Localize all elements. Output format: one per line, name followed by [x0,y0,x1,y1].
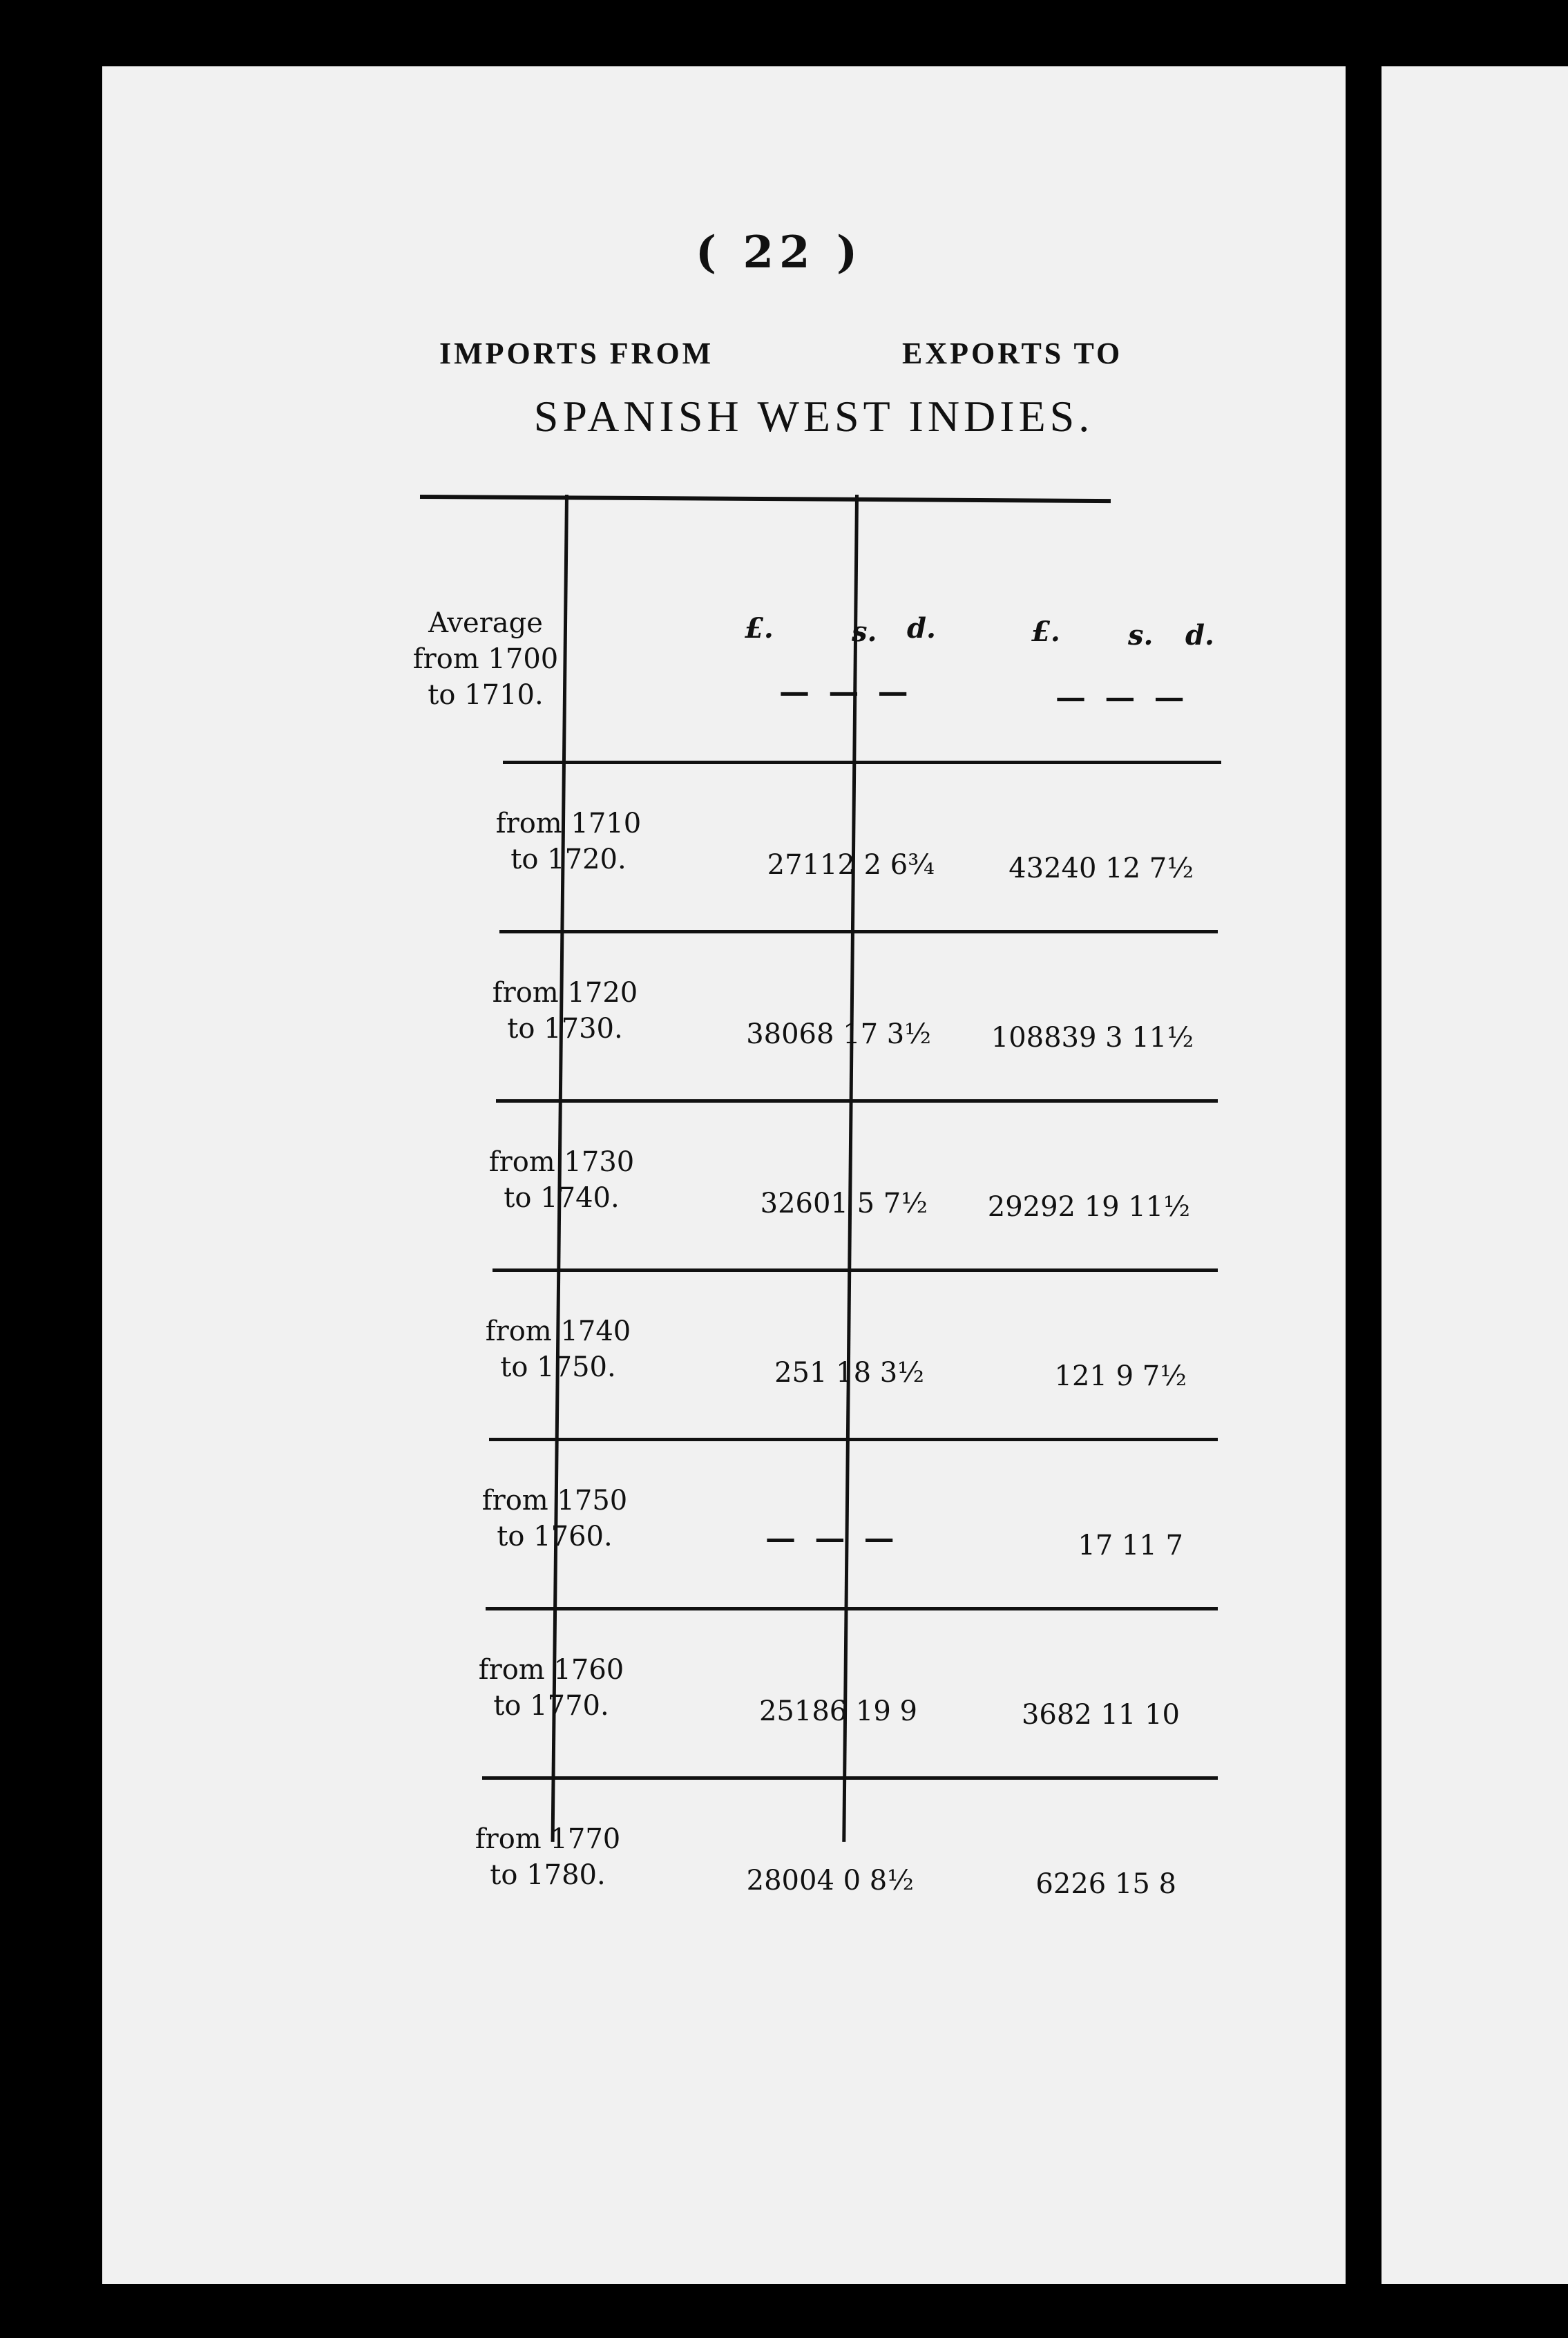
period-cell [472,1652,631,1724]
table-row [406,1441,1221,1610]
exports-value: 17 11 7 [1078,1530,1183,1561]
page-number: ( 22 ) [695,227,863,278]
imports-value: 38068 17 3½ [746,1018,931,1050]
period-line: Average [428,607,543,639]
exports-shillings-header: s. [1128,619,1154,652]
period-line: from 1730 [488,1146,635,1178]
table-row [406,933,1221,1103]
exports-value: 29292 19 11½ [987,1191,1190,1223]
exports-value: 6226 15 8 [1035,1868,1176,1900]
exports-value: 43240 12 7½ [1008,853,1194,884]
period-line: to 1740. [504,1182,620,1214]
period-cell [482,1144,641,1216]
period-line: from 1700 [412,643,559,675]
period-cell [479,1313,638,1385]
imports-pence-header: d. [907,612,936,645]
table-row [406,495,1221,764]
book-page [102,66,1346,2284]
table-row [406,1103,1221,1272]
imports-no-value: — — — [779,674,912,710]
period-line: to 1750. [500,1351,616,1383]
exports-pence-header: d. [1185,619,1214,652]
imports-value: 251 18 3½ [774,1357,924,1389]
imports-shillings-header: s. [852,616,877,648]
table-row [406,1780,1221,1918]
imports-value: 28004 0 8½ [746,1865,914,1897]
imports-value: 32601 5 7½ [760,1188,928,1219]
imports-value: 25186 19 9 [758,1695,917,1727]
exports-caption: EXPORTS TO [902,336,1123,370]
imports-no-value: — — — [765,1521,899,1556]
table-row [406,1610,1221,1780]
exports-value: 121 9 7½ [1054,1360,1187,1392]
period-line: to 1780. [490,1859,606,1891]
period-line: to 1760. [497,1521,613,1552]
period-cell [406,605,565,713]
imports-value: 27112 2 6¾ [767,849,935,881]
period-line: from 1770 [475,1823,621,1855]
period-line: to 1720. [510,844,627,875]
exports-value: 108839 3 11½ [991,1022,1194,1054]
exports-pounds-header: £. [1031,616,1060,648]
period-cell [486,975,644,1047]
period-line: from 1760 [478,1654,624,1686]
period-line: to 1730. [507,1013,623,1045]
period-cell [489,806,648,877]
imports-pounds-header: £. [745,612,774,645]
period-cell [468,1821,627,1893]
period-line: from 1740 [485,1315,631,1347]
period-line: to 1710. [428,679,544,711]
exports-value: 3682 11 10 [1021,1699,1180,1731]
period-line: from 1710 [495,808,642,839]
period-line: to 1770. [493,1690,609,1722]
next-page-edge [1381,66,1568,2284]
exports-no-value: — — — [1055,680,1189,715]
period-cell [475,1483,634,1555]
table-row [406,764,1221,933]
period-line: from 1750 [481,1485,628,1517]
table-title: SPANISH WEST INDIES. [533,392,1094,441]
imports-caption: IMPORTS FROM [439,336,714,370]
period-line: from 1720 [492,977,638,1009]
table-row [406,1272,1221,1441]
